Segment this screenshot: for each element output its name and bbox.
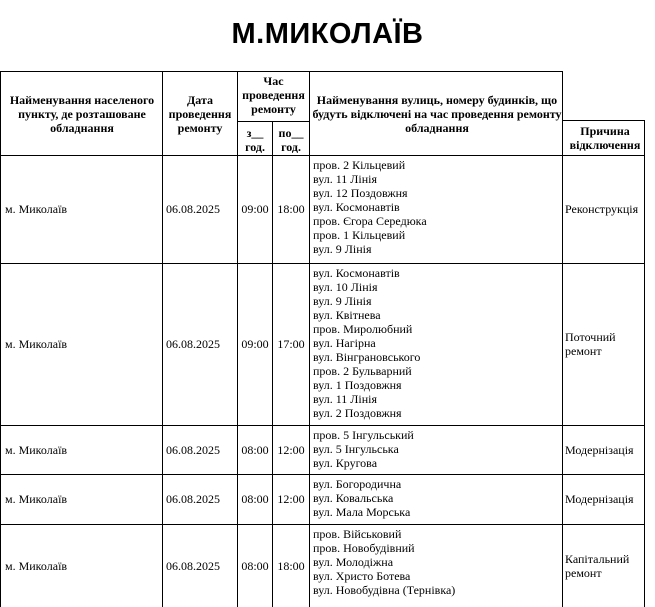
- row-line: [0, 263, 644, 264]
- table-top-line: [0, 71, 562, 72]
- row-line: [0, 474, 644, 475]
- street-item: вул. 12 Поздовжня: [313, 186, 408, 200]
- street-item: вул. Нагірна: [313, 336, 376, 350]
- streets-list: [313, 266, 561, 420]
- street-item: вул. Квітнева: [313, 308, 381, 322]
- street-item: вул. Мала Морська: [313, 505, 411, 519]
- time-to-cell: 17:00: [277, 337, 305, 351]
- settlement-cell: м. Миколаїв: [5, 558, 68, 573]
- row-line: [0, 524, 644, 525]
- header-from: з__ год.: [245, 126, 265, 154]
- time-to-cell: 12:00: [277, 442, 305, 457]
- street-item: вул. 11 Лінія: [313, 392, 378, 406]
- reason-cell: Модернізація: [565, 492, 634, 506]
- time-from-cell: 09:00: [241, 202, 269, 216]
- street-item: вул. Вінграновського: [313, 350, 421, 364]
- col-line: [237, 71, 238, 607]
- page-title: М.МИКОЛАЇВ: [231, 18, 424, 50]
- street-item: пров. Новобудівний: [313, 541, 415, 555]
- settlement-cell: м. Миколаїв: [5, 442, 68, 457]
- date-cell: 06.08.2025: [166, 558, 220, 573]
- col-line: [644, 120, 645, 607]
- settlement-cell: м. Миколаїв: [5, 202, 68, 216]
- date-cell: 06.08.2025: [166, 492, 220, 506]
- streets-list: [313, 158, 561, 256]
- street-item: вул. 9 Лінія: [313, 294, 372, 308]
- col-line: [562, 71, 563, 607]
- reason-cell: Модернізація: [565, 442, 634, 457]
- street-item: вул. 10 Лінія: [313, 280, 378, 294]
- header-reason: Причина відключення: [569, 124, 641, 152]
- streets-list: [313, 428, 561, 470]
- header-to: по__ год.: [278, 126, 304, 154]
- row-line: [0, 425, 644, 426]
- street-item: вул. 5 Інгульська: [313, 442, 399, 456]
- time-from-cell: 09:00: [241, 337, 269, 351]
- street-item: вул. Космонавтів: [313, 200, 400, 214]
- streets-list: [313, 527, 561, 597]
- street-item: вул. Кругова: [313, 456, 378, 470]
- reason-cell: Капітальний ремонт: [565, 551, 630, 580]
- date-cell: 06.08.2025: [166, 337, 220, 351]
- time-to-cell: 18:00: [277, 202, 305, 216]
- settlement-cell: м. Миколаїв: [5, 337, 68, 351]
- col-line: [162, 71, 163, 607]
- street-item: вул. Новобудівна (Тернівка): [313, 583, 456, 597]
- street-item: пров. Єгора Середюка: [313, 214, 427, 228]
- col-line: [0, 71, 1, 607]
- time-from-cell: 08:00: [241, 558, 269, 573]
- streets-list: [313, 477, 561, 519]
- reason-cell: Поточний ремонт: [565, 330, 616, 358]
- street-item: пров. Військовий: [313, 527, 402, 541]
- street-item: пров. 2 Бульварний: [313, 364, 412, 378]
- street-item: вул. 11 Лінія: [313, 172, 378, 186]
- time-from-cell: 08:00: [241, 442, 269, 457]
- time-from-cell: 08:00: [241, 492, 269, 506]
- col-line: [309, 71, 310, 607]
- street-item: вул. Космонавтів: [313, 266, 400, 280]
- street-item: вул. Богородична: [313, 477, 402, 491]
- street-item: пров. 2 Кільцевий: [313, 158, 406, 172]
- street-item: вул. Ковальська: [313, 491, 394, 505]
- col-line: [272, 121, 273, 607]
- time-to-cell: 12:00: [277, 492, 305, 506]
- header-settlement: Найменування населеного пункту, де розташоване обладнання: [9, 93, 155, 135]
- street-item: вул. Молодіжна: [313, 555, 394, 569]
- time-to-cell: 18:00: [277, 558, 305, 573]
- time-subheader-line: [237, 121, 310, 122]
- header-streets: Найменування вулиць, номеру будинків, що будуть відключені на час проведення ремонту обладнання: [312, 93, 562, 135]
- header-time: Час проведення ремонту: [242, 74, 305, 116]
- reason-cell: Реконструкція: [565, 202, 639, 216]
- date-cell: 06.08.2025: [166, 202, 220, 216]
- date-cell: 06.08.2025: [166, 442, 220, 457]
- header-bottom-line: [0, 155, 644, 156]
- street-item: вул. 2 Поздовжня: [313, 406, 402, 420]
- street-item: пров. Миролюбний: [313, 322, 413, 336]
- street-item: пров. 5 Інгульський: [313, 428, 414, 442]
- street-item: пров. 1 Кільцевий: [313, 228, 406, 242]
- street-item: вул. 1 Поздовжня: [313, 378, 402, 392]
- settlement-cell: м. Миколаїв: [5, 492, 68, 506]
- street-item: вул. Христо Ботева: [313, 569, 411, 583]
- header-date: Дата проведення ремонту: [168, 93, 232, 135]
- reason-header-line: [562, 120, 644, 121]
- street-item: вул. 9 Лінія: [313, 242, 372, 256]
